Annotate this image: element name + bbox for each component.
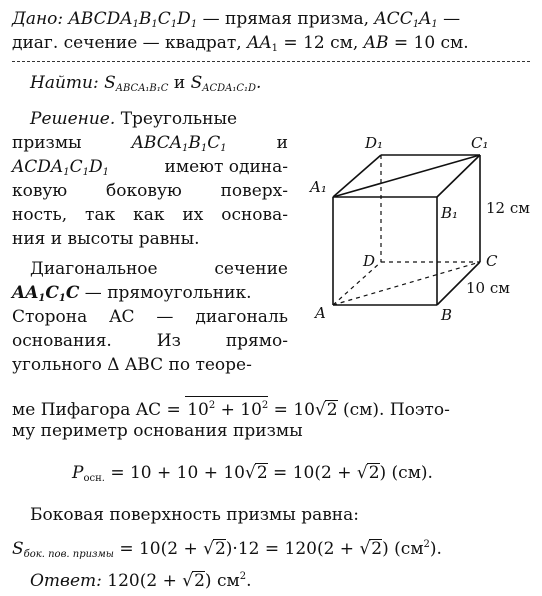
label-C1: C₁ <box>471 134 489 152</box>
label-B1: B₁ <box>441 204 459 222</box>
given-line-2: диаг. сечение — квадрат, $AA_1 = 12$ см, AB = 10 см. <box>12 33 469 54</box>
solution-line-15: Боковая поверхность призмы равна: <box>30 505 359 525</box>
solution-line-5: ность, так как их основа- <box>12 205 288 225</box>
solution-line-12: ме Пифагора AC = $10^2 + 10^2 = 10√2$ (см). Поэто- <box>12 396 450 421</box>
given-label: Дано: <box>12 9 64 29</box>
label-D1: D₁ <box>365 134 384 152</box>
solution-line-1: Решение. Треугольные <box>30 109 238 129</box>
label-A: A <box>315 304 326 322</box>
solution-line-4: ковую боковую поверх- <box>12 181 288 201</box>
solution-label: Решение. <box>30 109 116 129</box>
solution-line-6: ния и высоты равны. <box>12 229 200 249</box>
given-line-1: Дано: $ABCDA_1B_1C_1D_1$ — прямая призма, $ACC_1A_1$ — <box>12 9 461 30</box>
perimeter-formula: $P_{осн.} = 10 + 10 + 10√2 = 10(2 + √2)$ (см). <box>72 463 433 484</box>
label-C: C <box>486 252 498 270</box>
find-line: Найти: $S_{ABCA_1B_1C}$ и $S_{ACDA_1C_1D}$. <box>30 73 262 94</box>
solution-line-8: $AA_1C_1C$ — прямоугольник. <box>12 283 252 304</box>
label-height: 12 см <box>486 199 530 217</box>
solution-line-7: Диагональное сечение <box>30 259 288 279</box>
solution-line-3: $ACDA_1C_1D_1$ имеют одина- <box>12 157 288 178</box>
lateral-area-formula: $S_{бок. пов. призмы} = 10(2 + √2)\cdot 12 = 120(2 + √2)$ $(см^2)$. <box>12 539 442 560</box>
solution-line-11: угольного Δ ABC по теоре- <box>12 355 252 375</box>
solution-line-2: призмы $ABCA_1B_1C_1$ и <box>12 133 288 154</box>
solution-line-9: Сторона AC — диагональ <box>12 307 288 327</box>
label-D: D <box>363 252 376 270</box>
answer-line: Ответ: 120(2 + √2) $см^2$. <box>30 571 252 591</box>
solution-line-10: основания. Из прямо- <box>12 331 288 351</box>
label-A1: A₁ <box>310 178 327 196</box>
solution-line-13: му периметр основания призмы <box>12 421 303 441</box>
answer-label: Ответ: <box>30 571 102 591</box>
label-base: 10 см <box>466 279 510 297</box>
label-B: B <box>441 306 453 324</box>
